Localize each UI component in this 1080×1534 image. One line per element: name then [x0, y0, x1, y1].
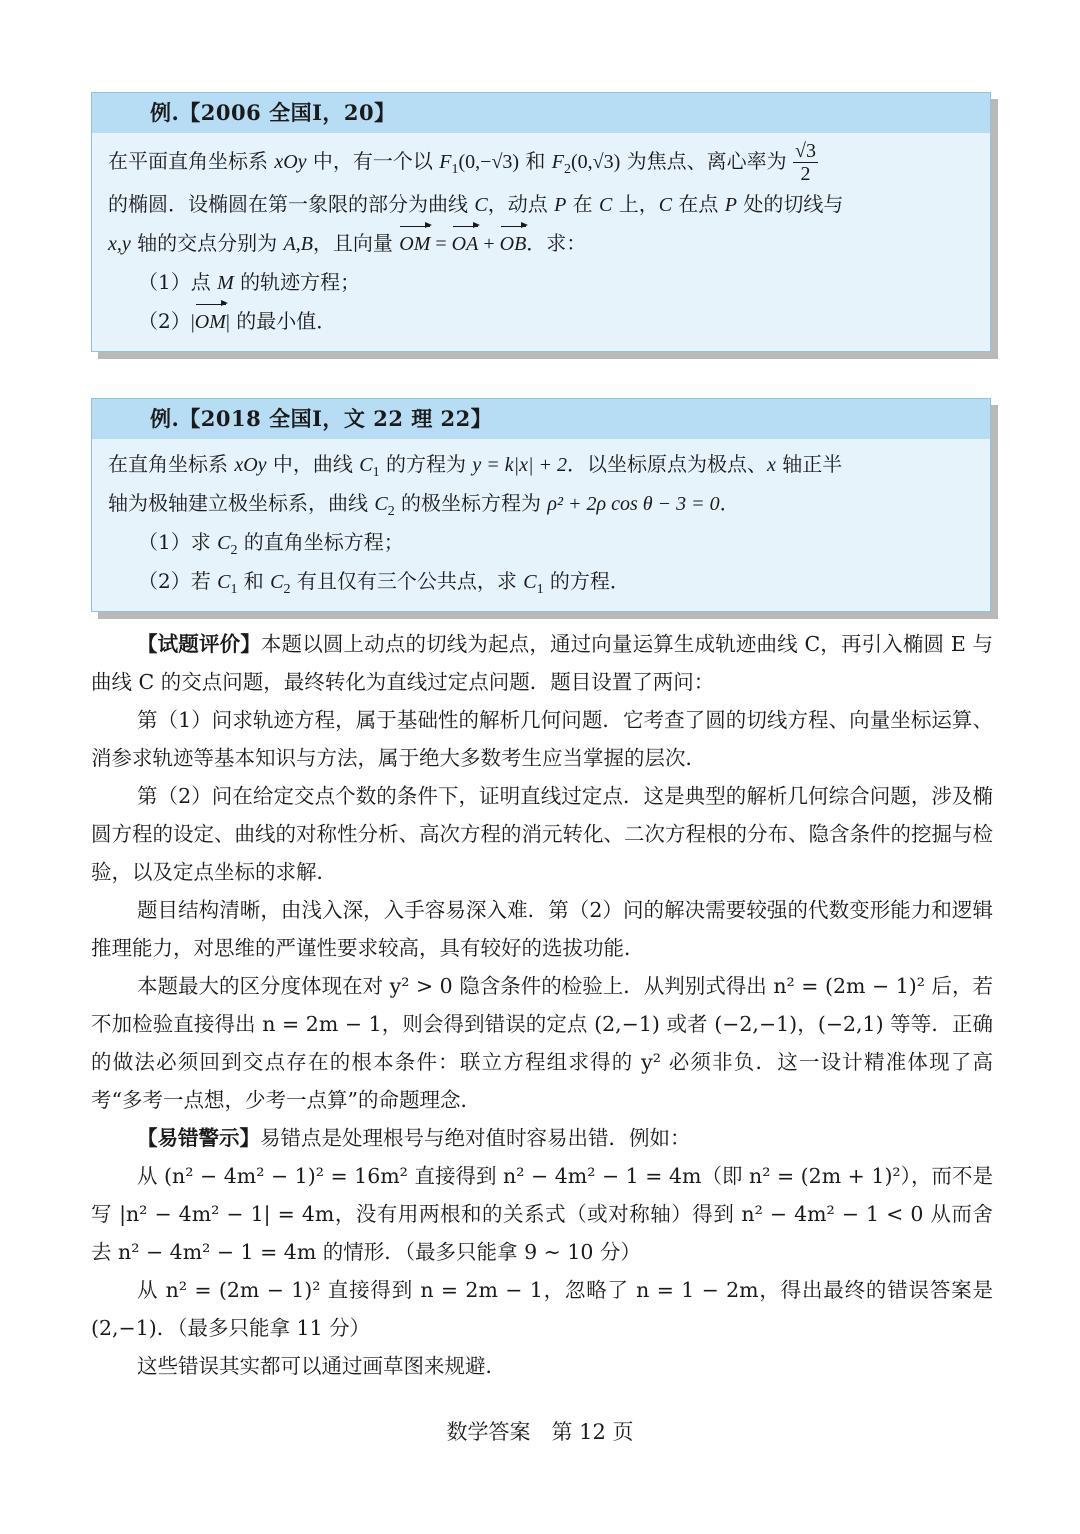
example-body	[92, 439, 990, 611]
text: 轴的交点分别为	[130, 231, 284, 255]
math-sub: 2	[283, 582, 291, 597]
text: 处的切线与	[736, 192, 844, 216]
math-equation: y = k|x| + 2	[472, 454, 567, 476]
question-1	[108, 263, 976, 302]
section-label: 【试题评价】	[137, 632, 261, 656]
example-title: 例.【2006 全国Ⅰ，20】	[92, 93, 990, 133]
text: ．求：	[526, 231, 587, 255]
text: 中，有一个以	[306, 149, 440, 173]
math-p: P	[724, 194, 737, 216]
text: 有且仅有三个公共点，求	[290, 569, 524, 593]
vector-oa: OA	[452, 225, 479, 263]
math-m: M	[217, 272, 234, 294]
math-c: C	[217, 571, 231, 593]
math-sub: 1	[536, 582, 544, 597]
math-plus: +	[478, 233, 500, 255]
text: 和	[237, 569, 271, 593]
text: 在平面直角坐标系	[108, 149, 275, 173]
math-c: C	[217, 532, 231, 554]
math-c: C	[523, 571, 537, 593]
text: 在点	[672, 192, 725, 216]
math-f2: F	[551, 151, 565, 173]
example-line-1	[108, 139, 976, 185]
text: 的椭圆．设椭圆在第一象限的部分为曲线	[108, 192, 475, 216]
vector-om: OM	[399, 225, 430, 263]
math-sub: 2	[230, 543, 238, 558]
math-sub: 2	[387, 504, 395, 519]
vector-om: OM	[195, 303, 226, 341]
text: ，动点	[487, 192, 555, 216]
text: 的最小值．	[229, 309, 337, 333]
paragraph: 从 n² = (2m − 1)² 直接得到 n = 2m − 1，忽略了 n = 1 − 2m，得出最终的错误答案是 (2,−1)．（最多只能拿 11 分）	[91, 1278, 993, 1340]
section-label: 【易错警示】	[137, 1126, 260, 1150]
math-abs: |	[190, 311, 195, 333]
text: （2）若	[138, 569, 218, 593]
text: ，且向量	[312, 231, 400, 255]
text: 的轨迹方程；	[233, 270, 361, 294]
fraction-numerator: √3	[795, 140, 817, 162]
math-c: C	[270, 571, 284, 593]
math-sub: 1	[451, 162, 459, 177]
example-body	[92, 133, 990, 351]
text: 轴正半	[775, 452, 843, 476]
math-polar-equation: ρ² + 2ρ cos θ − 3 = 0	[547, 493, 720, 515]
text: 在	[566, 192, 599, 216]
example-box-2006	[91, 92, 991, 352]
paragraph: 第（2）问在给定交点个数的条件下，证明直线过定点．这是典型的解析几何综合问题，涉及椭圆方程的设定、曲线的对称性分析、高次方程的消元转化、二次方程根的分布、隐含条件的挖掘与检验，以及定点坐标的求解．	[91, 784, 993, 884]
page-footer: 数学答案 第 12 页	[446, 1420, 634, 1444]
paragraph-text: 本题以圆上动点的切线为起点，通过向量运算生成轨迹曲线 C，再引入椭圆 E 与曲线 C 的交点问题，最终转化为直线过定点问题．题目设置了两问：	[91, 632, 994, 694]
math-c: C	[374, 493, 388, 515]
commentary	[91, 625, 993, 1385]
math-c: C	[658, 194, 673, 216]
paragraph: 题目结构清晰，由浅入深，入手容易深入难．第（2）问的解决需要较强的代数变形能力和逻辑推理能力，对思维的严谨性要求较高，具有较好的选拔功能．	[91, 898, 993, 960]
paragraph-warning	[91, 1119, 993, 1157]
paragraph-evaluation	[91, 625, 993, 701]
question-1	[108, 523, 976, 562]
text: （1）求	[138, 530, 218, 554]
math-f1-coord: (0,−√3)	[458, 151, 520, 173]
paragraph: 从 (n² − 4m² − 1)² = 16m² 直接得到 n² − 4m² − 1 = 4m（即 n² = (2m + 1)²），而不是写 |n² − 4m² − 1| = 4m，没有用两根和的关系式（或对称轴）得到 n² − 4m² − 1 < 0 从而舍去 n² − 4m² − 1 = 4m 的情形．（最多只能拿 9 ∼ 10 分）	[91, 1164, 993, 1264]
math-xoy: xOy	[234, 454, 267, 476]
vector-ob: OB	[500, 225, 527, 263]
example-title: 例.【2018 全国Ⅰ，文 22 理 22】	[92, 399, 990, 439]
math-eq: =	[430, 233, 452, 255]
math-abs: |	[225, 311, 230, 333]
text: （2）	[138, 309, 191, 333]
math-c: C	[474, 194, 488, 216]
text: 的极坐标方程为	[394, 491, 548, 515]
math-p: P	[554, 194, 567, 216]
paragraph: 本题最大的区分度体现在对 y² > 0 隐含条件的检验上．从判别式得出 n² = (2m − 1)² 后，若不加检验直接得出 n = 2m − 1，则会得到错误的定点 (2,−1) 或者 (−2,−1)，(−2,1) 等等．正确的做法必须回到交点存在的根本条件：联立方程组求得的 y² 必须非负．这一设计精准体现了高考“多考一点想，少考一点算”的命题理念．	[91, 974, 993, 1112]
math-sub: 2	[564, 162, 572, 177]
text: 上，	[612, 192, 659, 216]
math-f1: F	[439, 151, 452, 173]
example-line-3	[108, 224, 976, 263]
math-c: C	[359, 454, 373, 476]
math-sub: 1	[230, 582, 238, 597]
example-line-2	[108, 484, 976, 523]
paragraph: 这些错误其实都可以通过画草图来规避．	[137, 1354, 506, 1378]
text: 中，曲线	[266, 452, 360, 476]
fraction-eccentricity	[793, 140, 818, 185]
math-ab: A,B	[283, 233, 313, 255]
question-2	[108, 302, 976, 341]
example-line-1	[108, 445, 976, 484]
text: 的方程．	[543, 569, 630, 593]
math-x: x	[766, 454, 776, 476]
example-box-2018	[91, 398, 991, 612]
paragraph-text: 易错点是处理根号与绝对值时容易出错．例如：	[260, 1126, 691, 1150]
fraction-denominator: 2	[800, 163, 811, 185]
example-line-2	[108, 185, 976, 224]
text: 和	[519, 149, 552, 173]
math-xoy: xOy	[274, 151, 307, 173]
math-sub: 1	[372, 465, 380, 480]
math-xy: x,y	[108, 233, 131, 255]
text: （1）点	[138, 270, 218, 294]
paragraph: 第（1）问求轨迹方程，属于基础性的解析几何问题．它考查了圆的切线方程、向量坐标运算、消参求轨迹等基本知识与方法，属于绝大多数考生应当掌握的层次．	[91, 708, 993, 770]
math-c: C	[599, 194, 613, 216]
math-f2-coord: (0,√3)	[571, 151, 621, 173]
text: ．	[719, 491, 740, 515]
text: 为焦点、离心率为	[620, 149, 794, 173]
question-2	[108, 562, 976, 601]
text: 的方程为	[379, 452, 473, 476]
text: 的直角坐标方程；	[237, 530, 404, 554]
text: 在直角坐标系	[108, 452, 235, 476]
text: ．以坐标原点为极点、	[566, 452, 767, 476]
text: 轴为极轴建立极坐标系，曲线	[108, 491, 375, 515]
